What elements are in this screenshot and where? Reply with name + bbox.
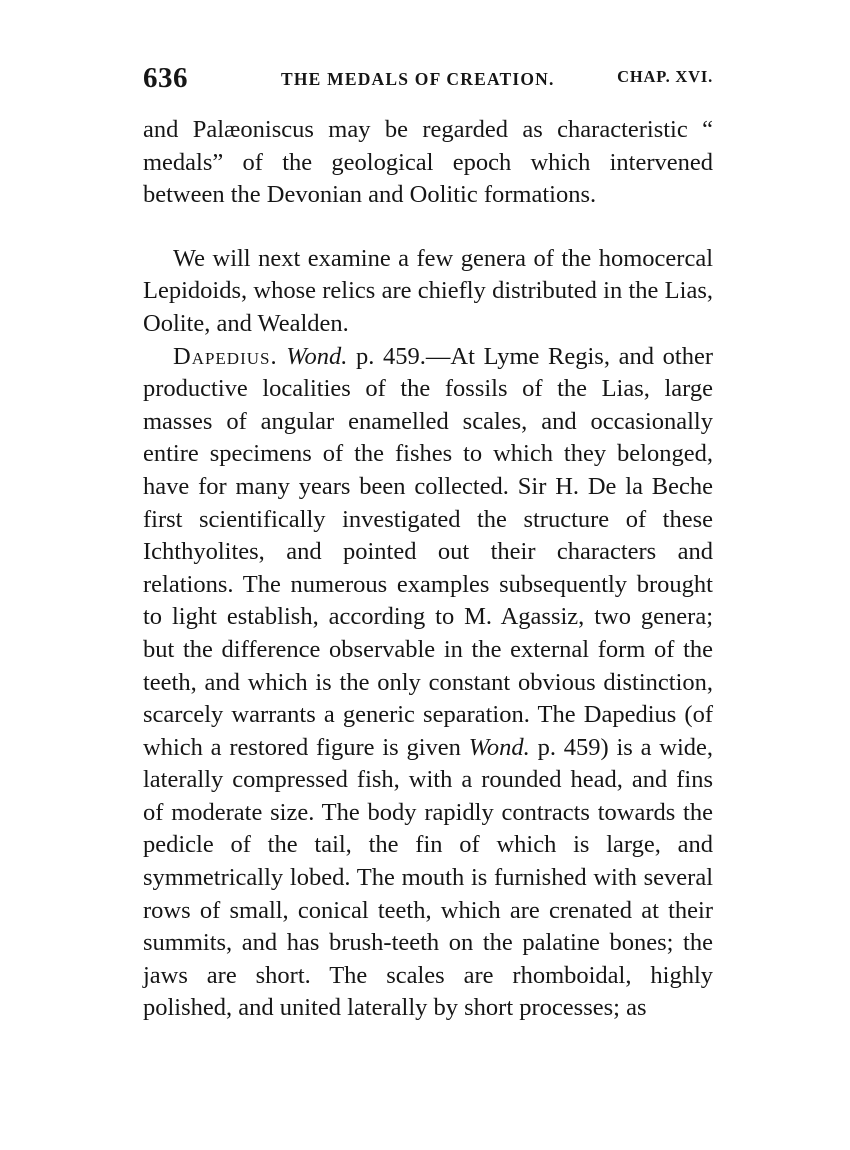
section-gap — [143, 212, 713, 243]
genus-heading: Dapedius. — [173, 342, 278, 370]
chapter-label: CHAP. XVI. — [617, 67, 713, 86]
running-title: THE MEDALS OF CREATION. — [281, 69, 555, 89]
page-number: 636 — [143, 62, 188, 94]
wonders-reference-2: Wond. — [468, 733, 530, 761]
wonders-reference: Wond. — [286, 342, 348, 370]
body-text — [143, 114, 713, 1025]
dapedius-text-tail: p. 459) is a wide, laterally compressed fish, with a rounded head, and fins of moderate size. The body rapidly contracts towards the pedicle of the tail, the fin of which is large, and symmetrically lobed. The mouth is furnished with several rows of small, conical teeth, which are crenated at their summits, and has brush-teeth on the palatine bones; the jaws are short. The scales are rhomboidal, highly polished, and united laterally by short processes; as — [143, 733, 713, 1022]
dapedius-text: p. 459.—At Lyme Regis, and other productive localities of the fossils of the Lias, large masses of angular enamelled scales, and occasionally entire specimens of the fishes to which they belonged, have for many years been collected. Sir H. De la Beche first scientifically investigated the structure of these Ichthyolites, and pointed out their characters and relations. The numerous examples subsequently brought to light establish, according to M. Agassiz, two genera; but the difference observable in the external form of the teeth, and which is the only constant obvious distinction, scarcely warrants a generic separation. The Dapedius (of which a restored figure is given — [143, 342, 714, 761]
running-head — [143, 62, 713, 96]
paragraph-dapedius — [143, 341, 713, 1025]
paragraph-intro-lepidoids: We will next examine a few genera of the homocercal Lepidoids, whose relics are chiefly distributed in the Lias, Oolite, and Wealden. — [143, 244, 713, 337]
paragraph-continuation: and Palæoniscus may be regarded as characteristic “ medals” of the geological epoch which intervened between the Devonian and Oolitic formations. — [143, 116, 713, 209]
